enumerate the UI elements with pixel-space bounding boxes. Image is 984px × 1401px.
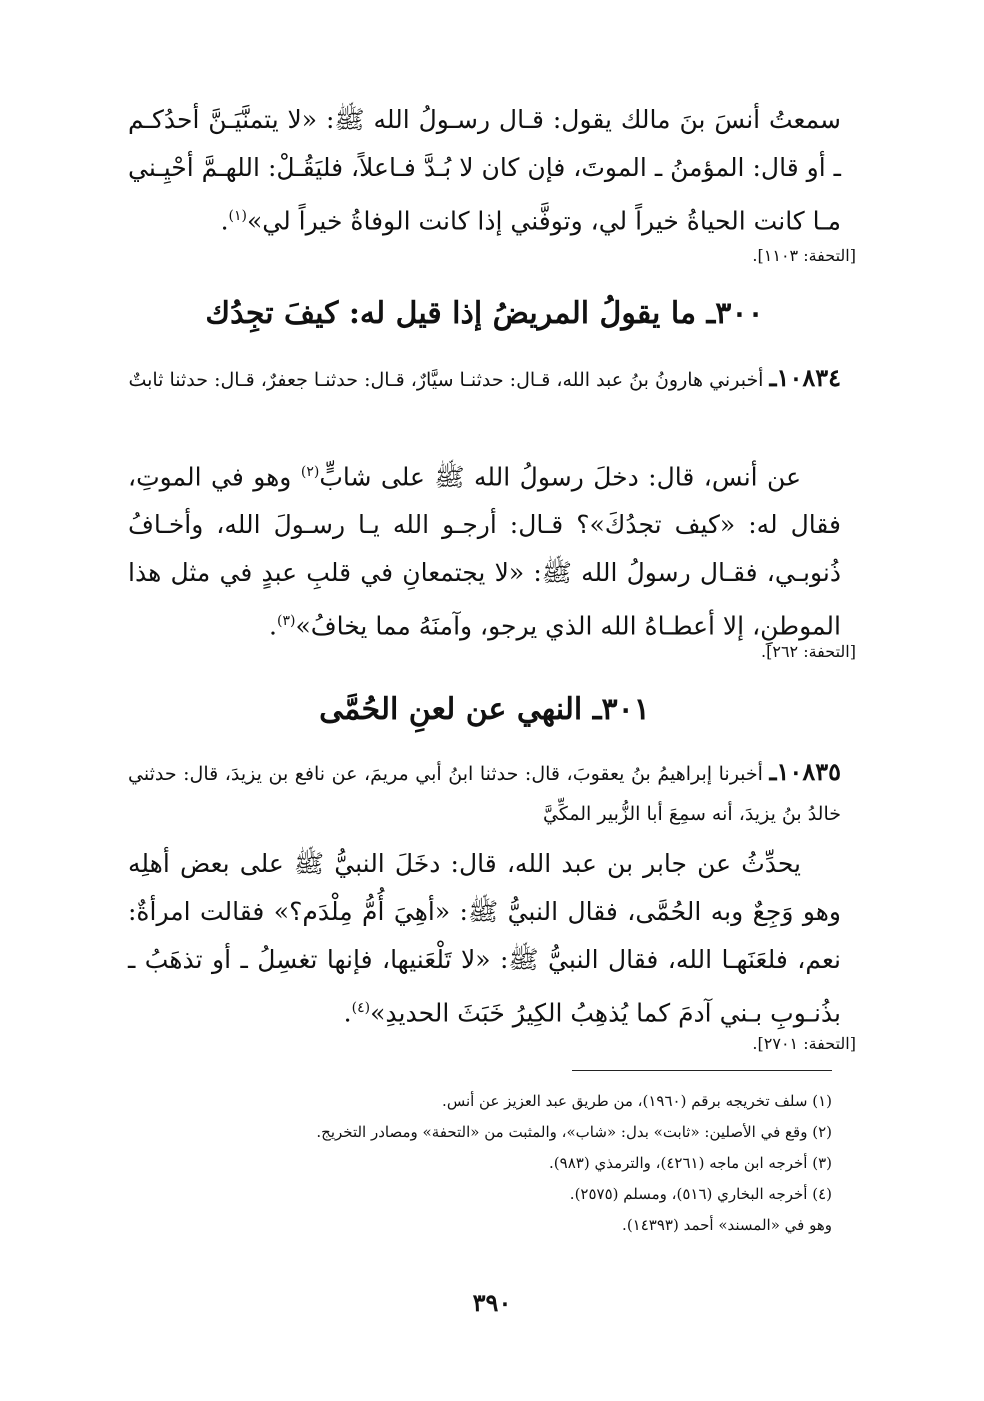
isnad-body: أخبرني هارونُ بنُ عبد الله، قـال: حدثنـا سيَّارٌ، قـال: حدثنـا جعفرٌ، قـال: حدثنا ثابتٌ [128,369,764,391]
tuhfa-reference: [التحفة: ٢٧٠١]. [752,1034,856,1053]
section-heading: ٣٠٠ـ ما يقولُ المريضُ إذا قيل له: كيفَ تجِدُك [205,296,764,331]
sentence-end: . [220,206,229,236]
footnotes [132,1086,832,1241]
section-heading: ٣٠١ـ النهي عن لعنِ الحُمَّى [319,692,650,727]
hadith-body [128,840,841,1037]
tuhfa-reference: [التحفة: ٢٦٢]. [761,642,856,661]
sentence-end: . [269,611,277,641]
hadith-text [128,840,841,1037]
hadith-isnad [128,358,841,400]
footnote-marker: (٢) [300,464,320,480]
footnote-marker: (٤) [351,1000,371,1016]
footnote-item: (٤) أخرجه البخاري (٥١٦)، ومسلم (٢٥٧٥). [569,1185,832,1203]
hadith-number: ١٠٨٣٥ـ [769,757,841,786]
page-number: ٣٩٠ [472,1288,512,1317]
hadith-text-part-1: عن أنس، قال: دخلَ رسولُ الله ﷺ على شابٍّ [319,462,802,492]
footnote-item: (٣) أخرجه ابن ماجه (٤٢٦١)، والترمذي (٩٨٣). [549,1154,832,1172]
hadith-text [128,448,841,651]
sentence-end: . [343,998,352,1028]
footnote-item: وهو في «المسند» أحمد (١٤٣٩٣). [622,1216,832,1234]
footnote-marker: (٣) [276,613,296,630]
hadith-isnad [128,752,841,834]
tuhfa-reference: [التحفة: ١١٠٣]. [752,246,856,265]
hadith-text-part-1: يحدِّثُ عن جابر بن عبد الله، قال: دخَلَ النبيُّ ﷺ على بعض أهلِه وهو وَجِعٌ وبه الحُمَّى، فقال النبيُّ ﷺ: «أهِيَ أُمُّ مِلْدَم؟» فقالت امرأةٌ: نعم، فلعَنَهـا الله، فقال النبيُّ ﷺ: «لا تَلْعَنيها، فإنها تغسِلُ ـ أو تذهَبُ ـ بذُنـوبِ بـني آدمَ كما يُذهِبُ الكِيرُ خَبَثَ الحديدِ» [128,849,841,1028]
footnote-item: (١) سلف تخريجه برقم (١٩٦٠)، من طريق عبد العزيز عن أنس. [442,1092,832,1110]
hadith-number: ١٠٨٣٤ـ [769,363,841,392]
hadith-text-part-2: وهو في الموتِ، فقال له: «كيف تجدُكَ»؟ قـال: أرجـو الله يـا رسـولَ الله، وأخـافُ ذُنوبـي، فقـال رسولُ الله ﷺ: «لا يجتمعانِ في قلبِ عبدٍ في مثل هذا الموطنِ، إلا أعطـاهُ الله الذي يرجو، وآمنَهُ مما يخافُ» [128,462,841,641]
footnote-separator [572,1070,832,1071]
isnad-text [128,752,841,834]
isnad-text [128,358,841,400]
footnote-item: (٢) وقع في الأصلين: «ثابت» بدل: «شاب»، والمثبت من «التحفة» ومصادر التخريج. [316,1123,832,1141]
footnote-marker: (١) [228,208,247,224]
paragraph-text [128,96,841,245]
paragraph-1 [128,96,841,245]
paragraph-1-body: سمعتُ أنسَ بنَ مالك يقول: قـال رسـولُ الله ﷺ: «لا يتمنَّيَـنَّ أحدُكـم ـ أو قال: المؤمنُ ـ الموتَ، فإن كان لا بُـدَّ فـاعلاً، فليَقُـلْ: اللهـمَّ أحْيِـني مـا كانت الحياةُ خيراً لي، وتوفَّني إذا كانت الوفاةُ خيراً لي» [128,105,841,236]
hadith-body [128,448,841,651]
isnad-body: أخبرنا إبراهيمُ بنُ يعقوبَ، قال: حدثنا ابنُ أبي مريمَ، عن نافع بن يزيدَ، قال: حدثني خالدُ بنُ يزيدَ، أنه سمِعَ أبا الزُّبير المكِّيَّ [128,763,841,825]
